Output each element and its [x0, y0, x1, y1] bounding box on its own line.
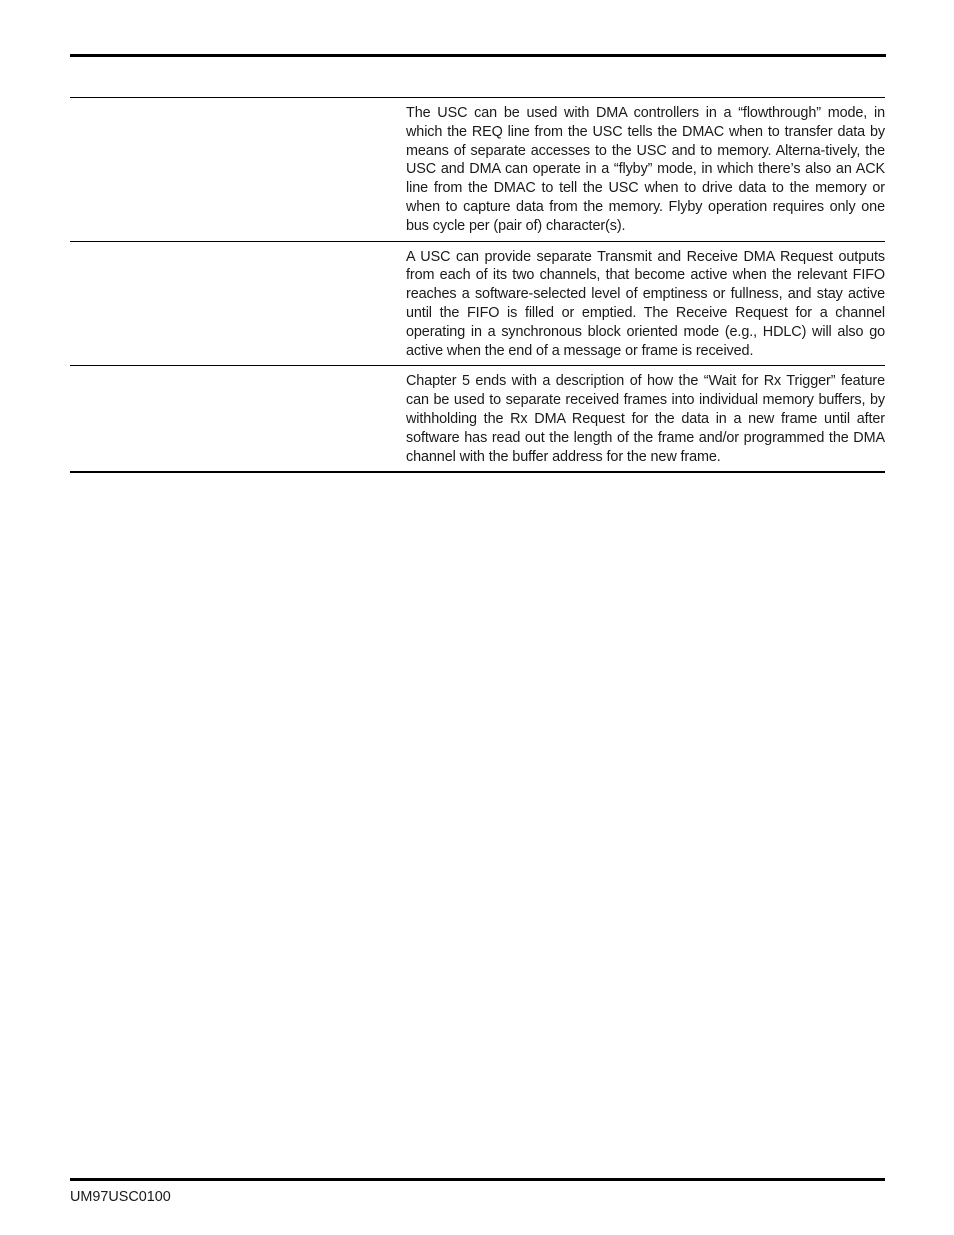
row-label [70, 366, 406, 471]
table-bottom-rule [70, 471, 885, 473]
content-table [70, 97, 885, 473]
row-text: The USC can be used with DMA controllers in a “flowthrough” mode, in which the REQ line from the USC tells the DMAC when to transfer data by means of separate accesses to the USC and to memory. Alterna-tively, the USC and DMA can operate in a “flyby” mode, in which there’s also an ACK line from the DMAC to tell the USC when to drive data to the memory or when to capture data from the memory. Flyby operation requires only one bus cycle per (pair of) character(s). [406, 105, 885, 234]
header-rule [70, 54, 886, 57]
row-text: A USC can provide separate Transmit and Receive DMA Request outputs from each of its two channels, that become active when the relevant FIFO reaches a software-selected level of emptiness or fullness, and stay active until the FIFO is filled or emptied. The Receive Request for a channel operating in a synchronous block oriented mode (e.g., HDLC) will also go active when the end of a message or frame is received. [406, 248, 885, 359]
row-text: Chapter 5 ends with a description of how the “Wait for Rx Trigger” feature can be used to separate received frames into individual memory buffers, by withholding the Rx DMA Request for the data in a new frame until after software has read out the length of the frame and/or programmed the DMA channel with the buffer address for the new frame. [406, 373, 885, 465]
table-row [70, 241, 885, 366]
footer-rule [70, 1178, 885, 1181]
table-row [70, 365, 885, 471]
row-label [70, 98, 406, 241]
row-label [70, 242, 406, 366]
table-row [70, 97, 885, 241]
document-code: UM97USC0100 [70, 1189, 171, 1205]
